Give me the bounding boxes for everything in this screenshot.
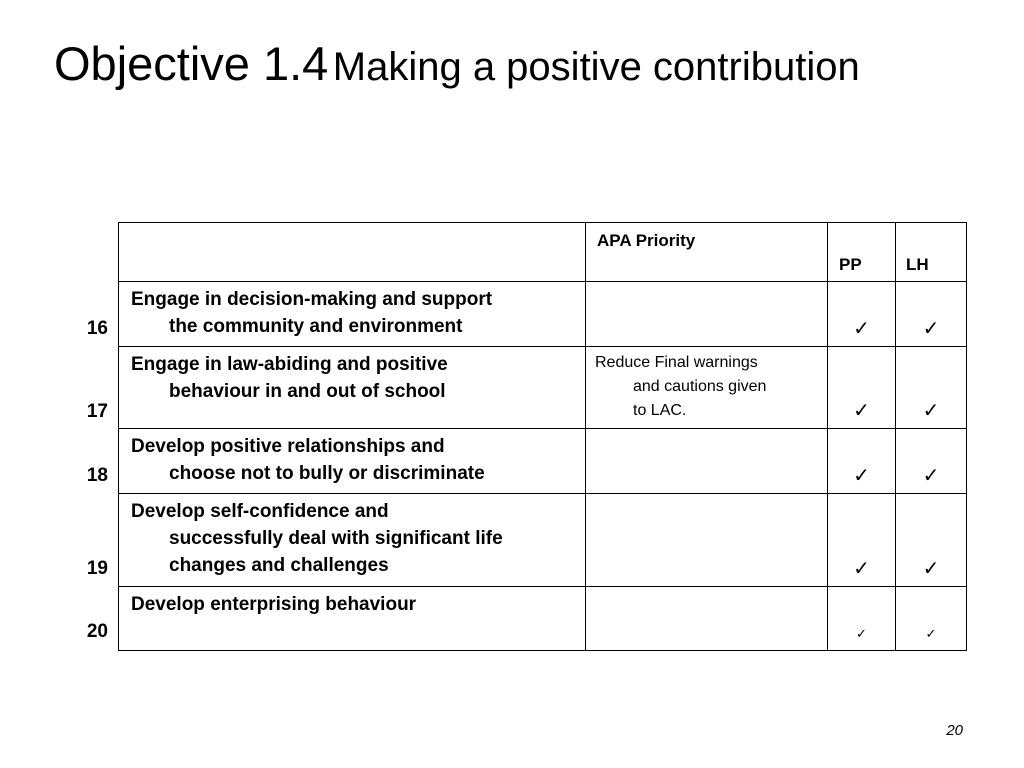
outcome-line: choose not to bully or discriminate <box>169 463 485 484</box>
outcome-line: changes and challenges <box>169 555 389 576</box>
check-icon: ✓ <box>853 556 870 580</box>
pp-cell <box>828 347 896 429</box>
slide-title-subtitle: Making a positive contribution <box>332 45 860 89</box>
outcome-line: successfully deal with significant life <box>169 528 503 549</box>
check-icon: ✓ <box>856 627 867 642</box>
check-icon: ✓ <box>853 398 870 422</box>
header-pp-cell <box>828 223 896 282</box>
outcome-line: Develop positive relationships and <box>131 436 445 457</box>
pp-cell <box>828 587 896 651</box>
outcome-line: Develop self-confidence and <box>131 501 389 522</box>
header-apa-priority-cell <box>586 223 828 282</box>
check-icon: ✓ <box>925 627 937 642</box>
lh-cell <box>896 282 967 347</box>
check-icon: ✓ <box>853 316 870 340</box>
outcome-line: Engage in law-abiding and positive <box>131 354 448 375</box>
row-number-18: 18 <box>86 465 108 486</box>
outcome-cell <box>119 347 586 429</box>
objectives-table <box>118 222 967 651</box>
lh-cell <box>896 587 967 651</box>
row-number-19: 19 <box>86 558 108 579</box>
outcome-text <box>119 347 585 405</box>
outcome-line: behaviour in and out of school <box>169 381 446 402</box>
page-number: 20 <box>946 722 963 739</box>
header-outcome-cell <box>119 223 586 282</box>
check-icon: ✓ <box>922 398 940 422</box>
slide-title <box>54 37 860 90</box>
priority-cell <box>586 347 828 429</box>
row-number-20: 20 <box>86 621 108 642</box>
lh-cell <box>896 347 967 429</box>
table-header-row <box>119 223 967 282</box>
outcome-line: the community and environment <box>169 316 463 337</box>
check-icon: ✓ <box>922 316 940 340</box>
pp-cell <box>828 429 896 494</box>
table-row <box>119 587 967 651</box>
slide-title-lead: Objective 1.4 <box>54 37 329 90</box>
outcome-cell <box>119 429 586 494</box>
lh-cell <box>896 494 967 587</box>
outcome-text <box>119 429 585 487</box>
outcome-text <box>119 494 585 579</box>
table-row <box>119 282 967 347</box>
outcome-line: Develop enterprising behaviour <box>131 594 417 615</box>
priority-text <box>586 347 827 423</box>
priority-line: and cautions given <box>633 378 767 395</box>
check-icon: ✓ <box>922 463 940 487</box>
priority-cell <box>586 429 828 494</box>
header-lh-label: LH <box>906 255 929 274</box>
pp-cell <box>828 494 896 587</box>
pp-cell <box>828 282 896 347</box>
outcome-cell <box>119 587 586 651</box>
outcome-text <box>119 587 585 618</box>
outcome-text <box>119 282 585 340</box>
table-row <box>119 429 967 494</box>
priority-cell <box>586 494 828 587</box>
lh-cell <box>896 429 967 494</box>
table-row <box>119 494 967 587</box>
header-lh-cell <box>896 223 967 282</box>
priority-line: to LAC. <box>633 402 687 419</box>
row-number-16: 16 <box>86 318 108 339</box>
priority-cell <box>586 587 828 651</box>
header-pp-label: PP <box>839 255 862 274</box>
row-number-17: 17 <box>86 401 108 422</box>
outcome-cell <box>119 494 586 587</box>
check-icon: ✓ <box>922 556 940 580</box>
priority-line: Reduce Final warnings <box>595 354 758 371</box>
outcome-cell <box>119 282 586 347</box>
table-row <box>119 347 967 429</box>
check-icon: ✓ <box>853 463 870 487</box>
priority-cell <box>586 282 828 347</box>
header-apa-priority-label: APA Priority <box>597 231 696 250</box>
outcome-line: Engage in decision-making and support <box>131 289 493 310</box>
